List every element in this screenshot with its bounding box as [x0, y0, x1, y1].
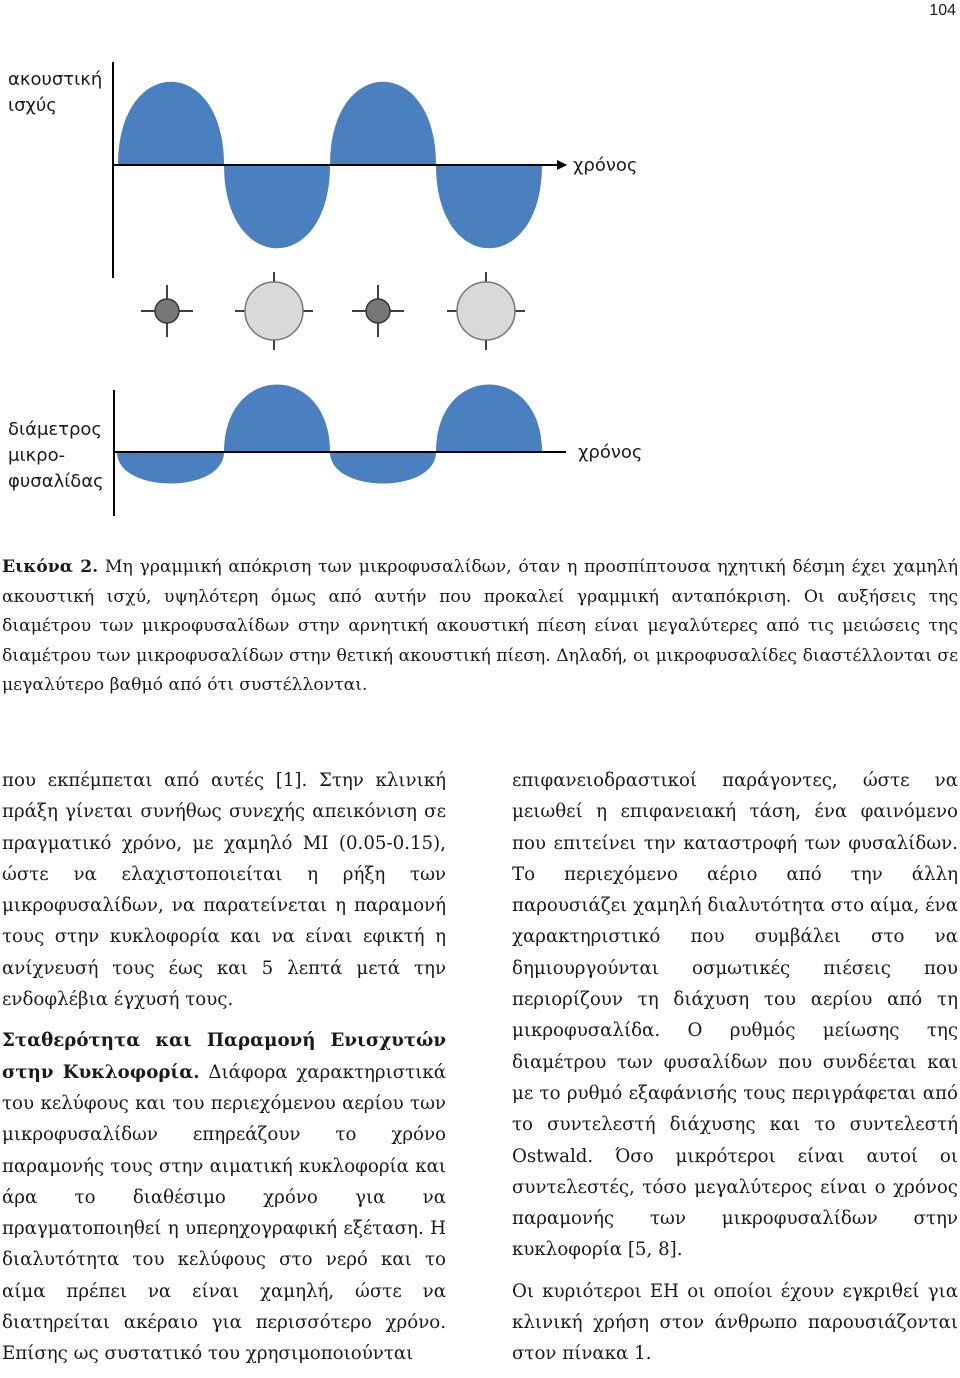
- small-bubble-2: [352, 285, 404, 337]
- bottom-lobe-4: [436, 385, 542, 453]
- left-paragraph-2-text: Διάφορα χαρακτηριστικά του κελύφους και του περιεχόμενου αερίου των μικροφυσαλίδων επηρεάζουν το χρόνο παραμονής τους στην αιματική κυκλοφορία και άρα το διαθέσιμο χρόνο για να πραγματοποιηθεί η υπερηχογραφική εξέταση. Η διαλυτότητα του κελύφους στο νερό και το αίμα πρέπει να είναι χαμηλή, ώστε να διατηρείται ακέραιο για περισσότερο χρόνο. Επίσης ως συστατικό του χρησιμοποιούνται: [2, 1061, 447, 1365]
- top-y-label: ακουστική ισχύς: [8, 69, 103, 116]
- right-column: [512, 765, 958, 1370]
- bottom-lobe-3: [330, 452, 436, 484]
- bottom-y-label: [8, 417, 104, 495]
- page-number: 104: [929, 2, 956, 19]
- bottom-y-label-line-1: διάμετρος: [8, 419, 102, 440]
- bottom-y-label-line-2: μικρο-: [8, 445, 66, 466]
- bottom-y-label-line-3: φυσαλίδας: [8, 471, 104, 492]
- top-lobe-2: [224, 165, 330, 248]
- left-paragraph-2: [2, 1025, 446, 1369]
- small-bubble-1: [141, 285, 193, 337]
- bottom-x-label: χρόνος: [578, 442, 643, 463]
- section-heading: Σταθερότητα και Παραμονή Ενισχυτών στην Κυκλοφορία.: [2, 1030, 446, 1083]
- bottom-lobe-2: [224, 385, 330, 453]
- top-lobe-4: [436, 165, 542, 248]
- bubble-row: [141, 272, 525, 350]
- bottom-wave: [117, 385, 542, 484]
- top-lobe-3: [330, 82, 436, 165]
- large-bubble-1: [235, 272, 313, 350]
- top-lobe-1: [118, 82, 224, 165]
- caption-label: Εικόνα 2.: [2, 557, 99, 577]
- right-paragraph-2: Οι κυριότεροι ΕΗ οι οποίοι έχουν εγκριθεί για κλινική χρήση στον άνθρωπο παρουσιάζονται στον πίνακα 1.: [512, 1280, 958, 1365]
- right-paragraph-1: επιφανειοδραστικοί παράγοντες, ώστε να μειωθεί η επιφανειακή τάση, ένα φαινόμενο που επιτείνει την καταστροφή των φυσαλίδων. Το περιεχόμενο αέριο από την άλλη παρουσιάζει χαμηλή διαλυτότητα στο αίμα, ένα χαρακτηριστικό που συμβάλει στο να δημιουργούνται οσμωτικές πιέσεις που περιορίζουν τη διάχυση του αερίου από τη μικροφυσαλίδα. Ο ρυθμός μείωσης της διαμέτρου των φυσαλίδων που συνδέεται και με το ρυθμό εξαφάνισής τους περιγράφεται από το συντελεστή διάχυσης και το συντελεστή Ostwald. Όσο μικρότεροι είναι αυτοί οι συντελεστές, τόσο μεγαλύτερος είναι ο χρόνος παραμονής των μικροφυσαλίδων στην κυκλοφορία [5, 8].: [512, 770, 958, 1261]
- left-column: [2, 765, 446, 1370]
- figure-caption: [2, 553, 958, 701]
- figure-graphics: [0, 0, 960, 540]
- top-x-label: χρόνος: [573, 155, 638, 176]
- caption-text: Μη γραμμική απόκριση των μικροφυσαλίδων, όταν η προσπίπτουσα ηχητική δέσμη έχει χαμηλή ακουστική ισχύ, υψηλότερη όμως από αυτήν που προκαλεί γραμμική ανταπόκριση. Οι αυξήσεις της διαμέτρου των μικροφυσαλίδων στην αρνητική ακουστική πίεση είναι μεγαλύτερες από τις μειώσεις της διαμέτρου των μικροφυσαλίδων στην θετική ακουστική πίεση. Δηλαδή, οι μικροφυσαλίδες διαστέλλονται σε μεγαλύτερο βαθμό από ότι συστέλλονται.: [2, 557, 958, 696]
- left-paragraph-1: που εκπέμπεται από αυτές [1]. Στην κλινική πράξη γίνεται συνήθως συνεχής απεικόνιση σε πραγματικό χρόνο, με χαμηλό MI (0.05-0.15), ώστε να ελαχιστοποιείται η ρήξη των μικροφυσαλίδων, να παρατείνεται η παραμονή τους στην κυκλοφορία και να είναι εφικτή η ανίχνευσή τους έως και 5 λεπτά μετά την ενδοφλέβια έγχυσή τους.: [2, 770, 446, 1011]
- bottom-lobe-1: [117, 452, 224, 484]
- large-bubble-2: [447, 272, 525, 350]
- bubble-response-figure: [0, 0, 960, 540]
